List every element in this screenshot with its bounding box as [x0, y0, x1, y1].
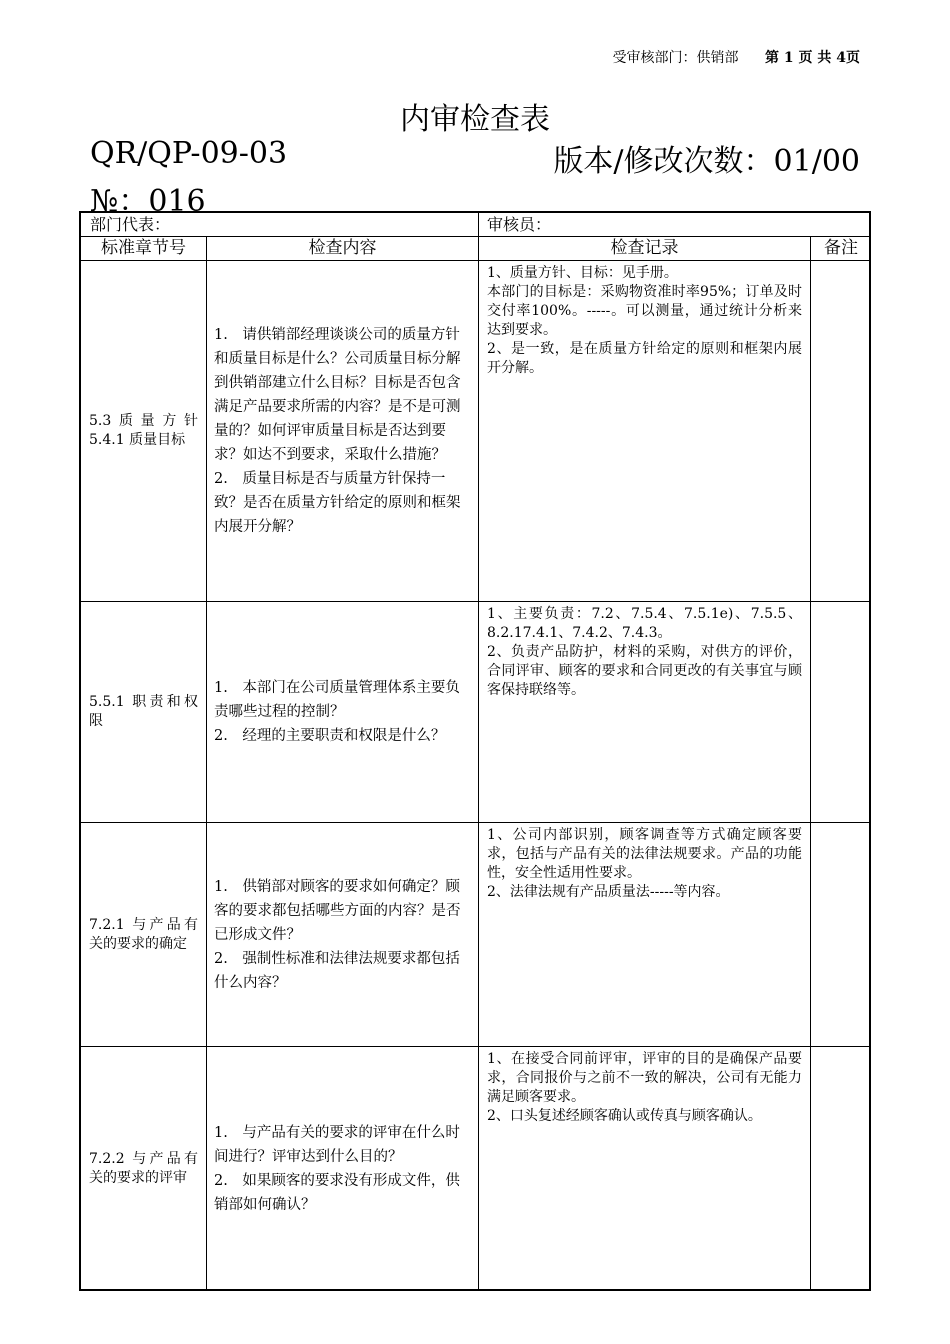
auditor-label: 审核员：	[487, 215, 552, 234]
record-item: 1、质量方针、目标：见手册。	[487, 265, 678, 281]
table-row-remark	[811, 823, 871, 1046]
page-header-info	[613, 47, 860, 67]
column-header-record: 检查记录	[610, 238, 679, 258]
section-text: 5.5.1 职责和权限	[89, 694, 198, 729]
record-item: 1、主要负责：7.2、7.5.4、7.5.1e)、7.5.5、8.2.17.4.1、7.4.2、7.4.3。	[487, 606, 802, 641]
table-row-record	[479, 823, 810, 1046]
audit-checklist-table	[79, 211, 871, 1291]
content-item: 1. 供销部对顾客的要求如何确定？顾客的要求都包括哪些方面的内容？是否已形成文件？	[214, 878, 461, 943]
content-item: 2. 经理的主要职责和权限是什么？	[214, 728, 446, 744]
document-title: 内审检查表	[400, 102, 550, 137]
record-item: 本部门的目标是：采购物资准时率95%；订单及时交付率100%。-----。可以测量，通过统计分析来达到要求。	[487, 284, 802, 338]
content-item: 2. 强制性标准和法律法规要求都包括什么内容？	[214, 950, 460, 991]
record-item: 2、是一致，是在质量方针给定的原则和框架内展开分解。	[487, 341, 802, 376]
table-row-record	[479, 602, 810, 822]
content-item: 2. 如果顾客的要求没有形成文件，供销部如何确认？	[214, 1173, 460, 1213]
audited-department: 受审核部门：供销部	[612, 50, 739, 66]
table-row-remark	[811, 261, 871, 601]
table-row-record	[479, 1047, 810, 1291]
page-counter: 第 1 页 共 4页	[765, 50, 860, 66]
document-number: №：016	[90, 184, 206, 219]
record-item: 2、负责产品防护，材料的采购，对供方的评价，合同评审、顾客的要求和合同更改的有关事宜与顾客保持联络等。	[487, 644, 802, 698]
content-item: 1. 本部门在公司质量管理体系主要负责哪些过程的控制？	[214, 680, 460, 720]
table-row-section	[81, 823, 206, 1046]
table-row-section	[81, 602, 206, 822]
column-header-section: 标准章节号	[101, 238, 186, 258]
record-item: 2、口头复述经顾客确认或传真与顾客确认。	[487, 1108, 762, 1124]
table-row-record	[479, 261, 810, 601]
table-row-content	[207, 1047, 478, 1291]
section-text: 5.3质量方针 5.4.1 质量目标	[89, 413, 198, 448]
content-item: 1. 与产品有关的要求的评审在什么时间进行？评审达到什么目的？	[214, 1125, 460, 1165]
column-header-content: 检查内容	[308, 238, 377, 258]
table-row-content	[207, 602, 478, 822]
section-text: 7.2.1 与产品有关的要求的确定	[89, 916, 198, 952]
table-row-remark	[811, 1047, 871, 1291]
content-item: 2. 质量目标是否与质量方针保持一致？是否在质量方针给定的原则和框架内展开分解？	[214, 471, 461, 535]
section-text: 7.2.2 与产品有关的要求的评审	[89, 1151, 198, 1186]
record-item: 1、在接受合同前评审，评审的目的是确保产品要求，合同报价与之前不一致的解决，公司有无能力满足顾客要求。	[487, 1051, 802, 1105]
table-row-remark	[811, 602, 871, 822]
column-header-remark: 备注	[824, 238, 858, 258]
table-row-section	[81, 1047, 206, 1291]
dept-rep-label: 部门代表：	[90, 215, 171, 234]
table-row-content	[207, 823, 478, 1046]
record-item: 2、法律法规有产品质量法-----等内容。	[487, 884, 730, 900]
table-row-content	[207, 261, 478, 601]
document-version: 版本/修改次数：01/00	[553, 144, 860, 179]
table-row-section	[81, 261, 206, 601]
document-code: QR/QP-09-03	[90, 136, 288, 171]
record-item: 1、公司内部识别，顾客调查等方式确定顾客要求，包括与产品有关的法律法规要求。产品的功能性，安全性适用性要求。	[487, 827, 802, 881]
content-item: 1. 请供销部经理谈谈公司的质量方针和质量目标是什么？公司质量目标分解到供销部建立什么目标？目标是否包含满足产品要求所需的内容？是不是可测量的？如何评审质量目标是否达到要求？如达不到要求，采取什么措施？	[214, 327, 461, 463]
